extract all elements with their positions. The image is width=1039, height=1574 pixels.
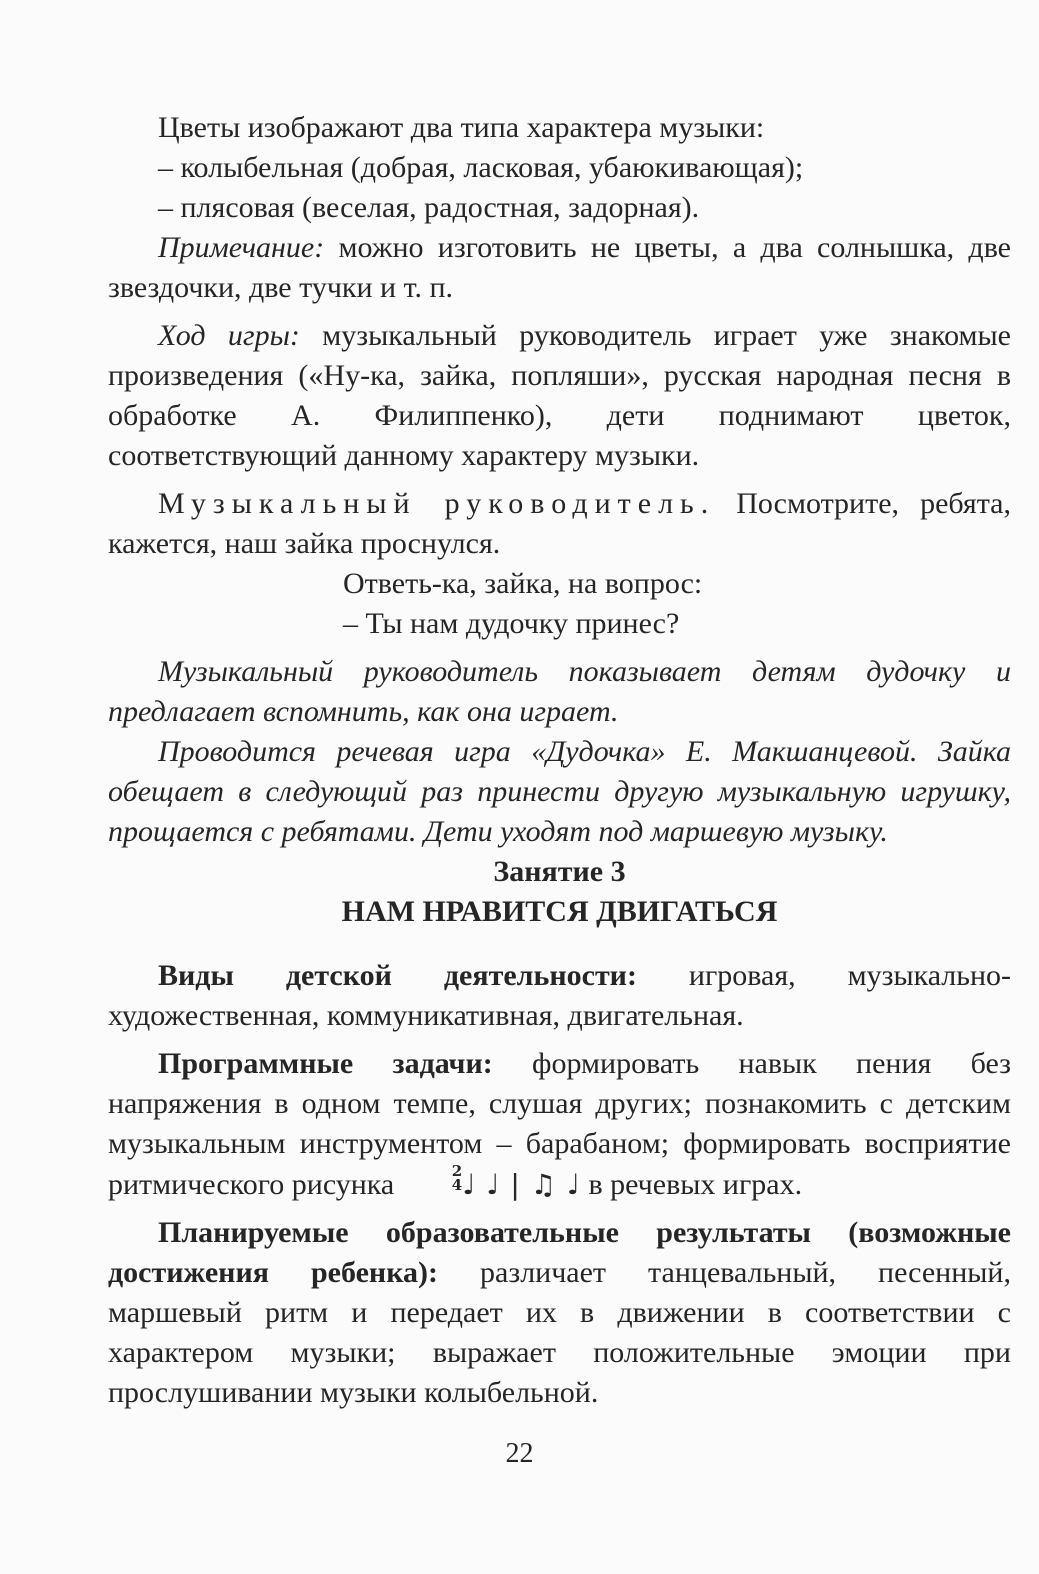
rhythm-notation: ♩ ♩ | ♫ ♩ <box>462 1168 581 1201</box>
dialogue-text: Посмотрите, ребята, кажется, наш зайка проснулся. <box>108 487 1011 560</box>
intro-line: Цветы изображают два типа характера музыки: <box>158 111 765 144</box>
activities-paragraph <box>108 956 1011 1036</box>
note-paragraph <box>108 228 1011 308</box>
lesson-number: Занятие 3 <box>493 855 626 888</box>
stage-direction: Проводится речевая игра «Дудочка» Е. Макшанцевой. Зайка обещает в следующий раз принести другую музыкальную игрушку, прощается с ребятами. Дети уходят под маршевую музыку. <box>108 735 1011 848</box>
time-signature-bottom: 4 <box>451 1176 463 1194</box>
results-paragraph <box>108 1213 1011 1413</box>
lesson-title: НАМ НРАВИТСЯ ДВИГАТЬСЯ <box>341 895 778 928</box>
page-content <box>108 108 1011 1413</box>
stage-direction: Музыкальный руководитель показывает детям дудочку и предлагает вспомнить, как она играет. <box>108 655 1011 728</box>
game-label: Ход игры: <box>158 319 300 352</box>
dialogue-paragraph <box>108 484 1011 564</box>
time-signature <box>402 1164 462 1192</box>
activities-text: игровая, музыкально-художественная, коммуникативная, двигательная. <box>108 959 1011 1032</box>
intro-line: – плясовая (веселая, радостная, задорная). <box>158 191 700 224</box>
note-label: Примечание: <box>158 231 325 264</box>
speaker-name: Музыкальный руководитель. <box>158 487 716 520</box>
verse-line: – Ты нам дудочку принес? <box>343 607 680 640</box>
note-text: можно изготовить не цветы, а два солнышка, две звездочки, две тучки и т. п. <box>108 231 1011 304</box>
tasks-label: Программные задачи: <box>158 1047 493 1080</box>
page-number: 22 <box>505 1438 534 1469</box>
game-paragraph <box>108 316 1011 476</box>
verse-line: Ответь-ка, зайка, на вопрос: <box>343 567 703 600</box>
intro-line: – колыбельная (добрая, ласковая, убаюкивающая); <box>158 151 804 184</box>
results-label: Планируемые образовательные результаты (возможные достижения ребенка): <box>108 1216 1011 1289</box>
results-text: различает танцевальный, песенный, маршевый ритм и передает их в движении в соответствии с характером музыки; выражает положительные эмоции при прослушивании музыки колыбельной. <box>108 1256 1011 1409</box>
game-text: музыкальный руководитель играет уже знакомые произведения («Ну-ка, зайка, попляши», русская народная песня в обработке А. Филиппенко), дети поднимают цветок, соответствующий данному характеру музыки. <box>108 319 1011 472</box>
tasks-text: формировать навык пения без напряжения в одном темпе, слушая других; познакомить с детским музыкальным инструментом – барабаном; формировать восприятие ритмического рисунка <box>108 1047 1011 1201</box>
tasks-paragraph <box>108 1044 1011 1205</box>
time-signature-top: 2 <box>451 1162 463 1180</box>
activities-label: Виды детской деятельности: <box>158 959 637 992</box>
tasks-text-end: в речевых играх. <box>580 1168 803 1201</box>
